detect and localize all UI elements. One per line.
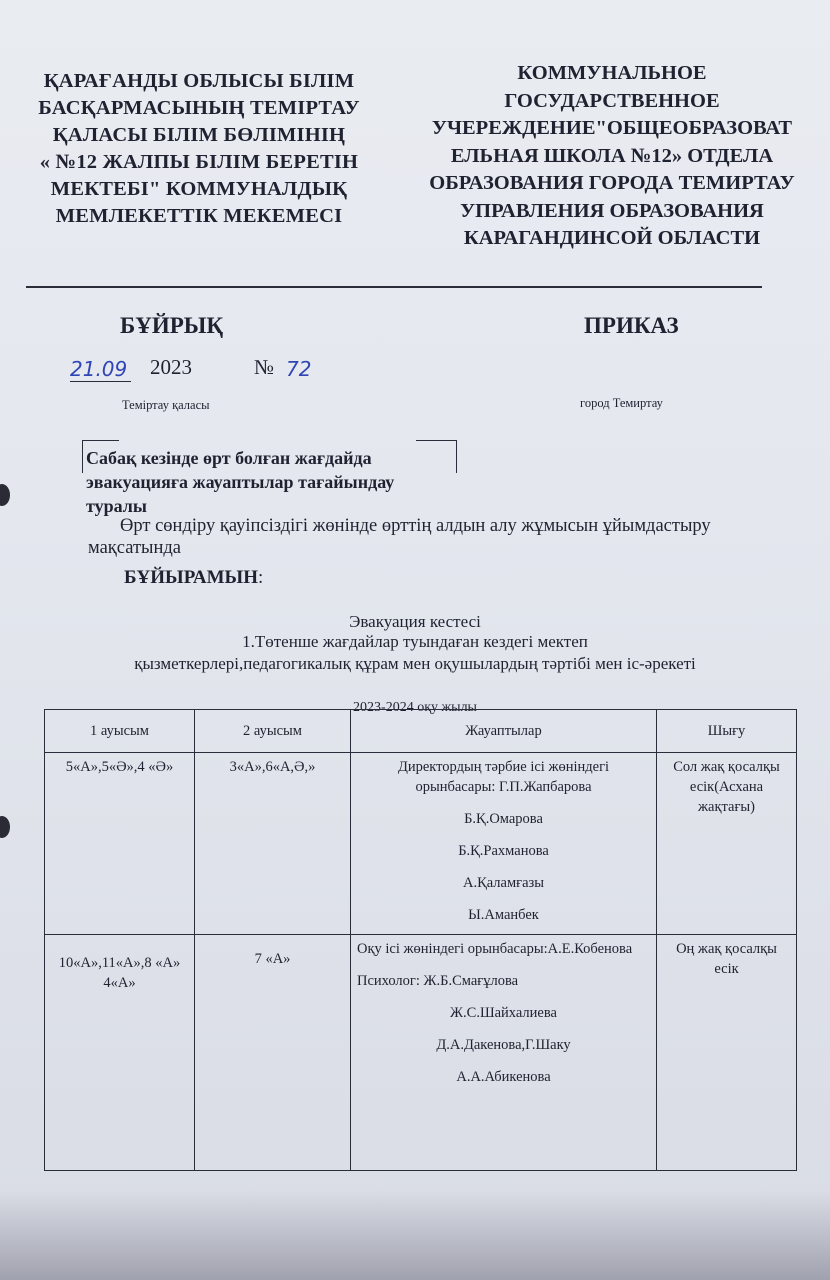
header-ru-line: КОММУНАЛЬНОЕ [517,62,707,84]
order-number-handwritten: 72 [286,357,312,381]
decree-word: БҰЙЫРАМЫН [124,567,258,588]
header-kz-line: МЕМЛЕКЕТТІК МЕКЕМЕСІ [55,205,343,227]
column-header: 1 ауысым [45,710,195,753]
decree-colon: : [257,567,264,588]
column-header: 2 ауысым [195,710,351,753]
header-kz-line: МЕКТЕБІ" КОММУНАЛДЫҚ [50,178,348,200]
responsible-person: Д.А.Дакенова,Г.Шаку [436,1037,571,1053]
responsible-head: Оқу ісі жөніндегі орынбасары:А.Е.Кобенова [357,941,633,957]
header-ru-line: КАРАГАНДИНСОЙ ОБЛАСТИ [463,227,761,249]
cell-shift-1: 10«А»,11«А»,8 «А» 4«А» [45,935,195,1171]
responsible-person: А.Қаламғазы [462,875,545,891]
cell-shift-2: 3«А»,6«А,Ә,» [195,753,351,935]
order-paragraph: Өрт сөндіру қауіпсіздігі жөнінде өрттің алдын алу жұмысын ұйымдастыру мақсатында [88,516,711,558]
cell-responsible [351,753,657,935]
cell-responsible [351,935,657,1171]
order-year: 2023 [150,355,192,379]
order-title-ru: ПРИКАЗ [584,313,679,338]
schedule-year: 2023-2024 оқу жылы [353,700,477,715]
schedule-title: Эвакуация кестесі [349,612,481,631]
place-kz: Теміртау қаласы [122,398,210,412]
cell-exit: Оң жақ қосалқы есік [657,935,797,1171]
cell-shift-2: 7 «А» [195,935,351,1171]
order-topic [86,446,506,518]
header-ru-line: УЧЕРЕЖДЕНИЕ"ОБЩЕОБРАЗОВАТ [431,117,793,139]
responsible-head: Директордың тәрбие ісі жөніндегі орынбасары: Г.П.Жапбарова [397,759,610,795]
responsible-person: Б.Қ.Рахманова [458,843,549,859]
header-kz-line: БАСҚАРМАСЫНЫҢ ТЕМІРТАУ [38,97,360,119]
order-number-label: № [254,355,275,379]
topic-line: туралы [86,496,147,516]
header-kz-line: ҚАЛАСЫ БІЛІМ БӨЛІМІНІҢ [52,124,346,146]
header-kz-line: « №12 ЖАЛПЫ БІЛІМ БЕРЕТІН [39,151,359,173]
table-header-row [45,710,797,753]
responsible-person: Ж.С.Шайхалиева [450,1005,557,1021]
responsible-person: Психолог: Ж.Б.Смағұлова [357,973,519,989]
header-ru-line: ГОСУДАРСТВЕННОЕ [504,89,720,112]
table-row [45,753,797,935]
column-header: Шығу [657,710,797,753]
header-ru-line: УПРАВЛЕНИЯ ОБРАЗОВАНИЯ [460,199,764,222]
topic-line: эвакуацияға жауаптылар тағайындау [86,472,395,492]
order-title-kz: БҰЙРЫҚ [120,313,224,338]
topic-line: Сабақ кезінде өрт болған жағдайда [86,448,372,468]
header-kz [14,68,384,230]
evacuation-table [44,709,797,1171]
schedule-subtitle-1: 1.Төтенше жағдайлар туындаған кездегі мектеп [242,632,588,651]
decree-line [124,567,263,589]
table-row [45,935,797,1171]
page-shadow [0,1190,830,1280]
responsible-person: Ы.Аманбек [468,907,539,923]
binder-hole [0,484,10,506]
column-header: Жауаптылар [351,710,657,753]
binder-hole [0,816,10,838]
responsible-person: Б.Қ.Омарова [464,811,543,827]
responsible-person: А.А.Абикенова [456,1069,551,1085]
cell-shift-1: 5«А»,5«Ә»,4 «Ә» [45,753,195,935]
header-ru-line: ОБРАЗОВАНИЯ ГОРОДА ТЕМИРТАУ [429,172,795,194]
place-ru: город Темиртау [580,396,663,410]
header-kz-line: ҚАРАҒАНДЫ ОБЛЫСЫ БІЛІМ [43,70,355,92]
order-date-handwritten: 21.09 [70,357,131,382]
header-divider [26,286,762,288]
header-ru-line: ЕЛЬНАЯ ШКОЛА №12» ОТДЕЛА [450,144,774,167]
schedule-subtitle-2: қызметкерлері,педагогикалық құрам мен оқушылардың тәртібі мен іс-әрекеті [134,654,696,673]
header-ru [412,60,812,253]
cell-exit: Сол жақ қосалқы есік(Асхана жақтағы) [657,753,797,935]
